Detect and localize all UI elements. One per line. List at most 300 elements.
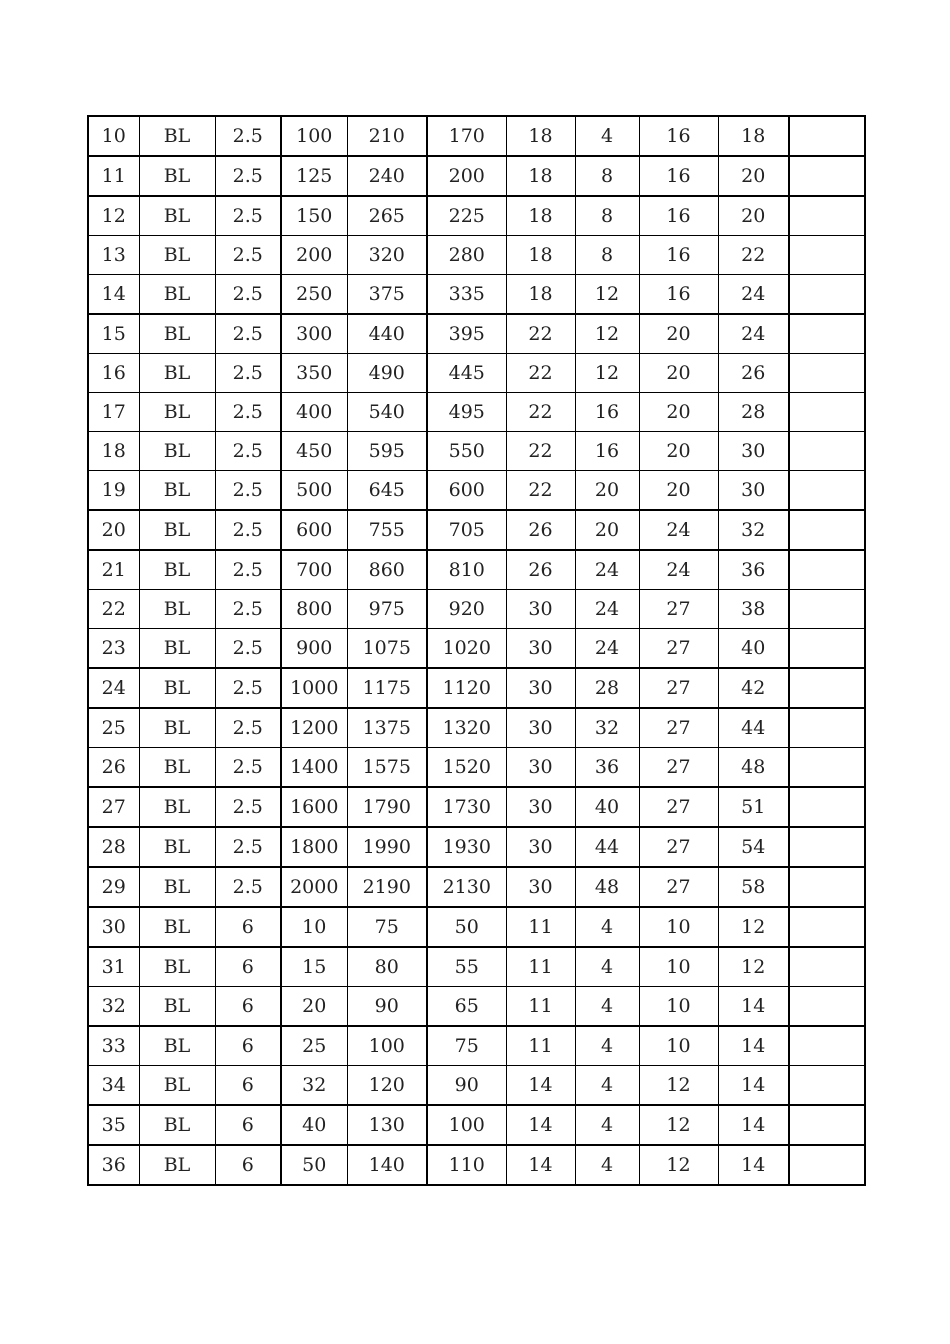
cell-thickness: 44 (718, 708, 789, 748)
table-row (88, 629, 865, 669)
cell-row-number: 23 (88, 629, 139, 669)
cell-outer-diameter: 1075 (347, 629, 427, 669)
cell-type-code: BL (139, 510, 215, 550)
table-row (88, 1105, 865, 1145)
cell-bolt-size: 20 (639, 471, 718, 511)
cell-bolt-circle: 335 (427, 275, 506, 315)
cell-outer-diameter: 375 (347, 275, 427, 315)
cell-type-code: BL (139, 987, 215, 1027)
cell-thickness: 20 (718, 156, 789, 196)
cell-pressure: 6 (215, 1026, 281, 1066)
cell-bolt-size: 16 (639, 156, 718, 196)
cell-bolt-count: 36 (575, 748, 639, 788)
cell-row-number: 34 (88, 1066, 139, 1106)
cell-bolt-hole: 11 (506, 987, 575, 1027)
cell-pressure: 2.5 (215, 432, 281, 471)
cell-bolt-hole: 22 (506, 471, 575, 511)
cell-type-code: BL (139, 550, 215, 590)
cell-remarks (789, 432, 865, 471)
cell-bolt-circle: 1730 (427, 787, 506, 827)
cell-row-number: 28 (88, 827, 139, 867)
cell-row-number: 25 (88, 708, 139, 748)
cell-bolt-size: 27 (639, 668, 718, 708)
cell-remarks (789, 867, 865, 907)
cell-thickness: 14 (718, 1066, 789, 1106)
table-row (88, 510, 865, 550)
table-row (88, 393, 865, 432)
table-row (88, 867, 865, 907)
table-row (88, 1066, 865, 1106)
cell-outer-diameter: 1375 (347, 708, 427, 748)
cell-bolt-count: 4 (575, 907, 639, 947)
cell-thickness: 12 (718, 907, 789, 947)
cell-bolt-count: 48 (575, 867, 639, 907)
cell-bolt-size: 27 (639, 708, 718, 748)
table-row (88, 275, 865, 315)
cell-bolt-size: 20 (639, 314, 718, 354)
table-row (88, 787, 865, 827)
cell-bolt-count: 4 (575, 987, 639, 1027)
table-row (88, 1026, 865, 1066)
cell-bolt-count: 4 (575, 1145, 639, 1185)
table-row (88, 907, 865, 947)
cell-pressure: 2.5 (215, 748, 281, 788)
cell-outer-diameter: 490 (347, 354, 427, 393)
cell-row-number: 24 (88, 668, 139, 708)
cell-bolt-count: 24 (575, 590, 639, 629)
cell-thickness: 40 (718, 629, 789, 669)
cell-outer-diameter: 140 (347, 1145, 427, 1185)
cell-type-code: BL (139, 393, 215, 432)
cell-nominal-diameter: 900 (281, 629, 347, 669)
cell-row-number: 35 (88, 1105, 139, 1145)
cell-nominal-diameter: 40 (281, 1105, 347, 1145)
cell-bolt-size: 12 (639, 1066, 718, 1106)
cell-bolt-circle: 2130 (427, 867, 506, 907)
cell-bolt-count: 4 (575, 116, 639, 156)
cell-type-code: BL (139, 314, 215, 354)
cell-remarks (789, 827, 865, 867)
cell-bolt-circle: 90 (427, 1066, 506, 1106)
cell-remarks (789, 1145, 865, 1185)
cell-bolt-size: 10 (639, 907, 718, 947)
cell-bolt-hole: 22 (506, 432, 575, 471)
cell-type-code: BL (139, 471, 215, 511)
cell-remarks (789, 907, 865, 947)
cell-pressure: 2.5 (215, 354, 281, 393)
cell-bolt-hole: 22 (506, 393, 575, 432)
cell-outer-diameter: 860 (347, 550, 427, 590)
table-row (88, 1145, 865, 1185)
cell-outer-diameter: 2190 (347, 867, 427, 907)
cell-type-code: BL (139, 947, 215, 987)
cell-type-code: BL (139, 354, 215, 393)
cell-thickness: 14 (718, 1145, 789, 1185)
cell-bolt-hole: 26 (506, 550, 575, 590)
cell-type-code: BL (139, 275, 215, 315)
cell-bolt-size: 10 (639, 947, 718, 987)
cell-type-code: BL (139, 236, 215, 275)
cell-outer-diameter: 265 (347, 196, 427, 236)
cell-type-code: BL (139, 432, 215, 471)
cell-bolt-hole: 22 (506, 314, 575, 354)
cell-type-code: BL (139, 748, 215, 788)
cell-bolt-count: 8 (575, 236, 639, 275)
cell-bolt-count: 24 (575, 629, 639, 669)
cell-nominal-diameter: 800 (281, 590, 347, 629)
table-row (88, 947, 865, 987)
cell-row-number: 26 (88, 748, 139, 788)
cell-thickness: 20 (718, 196, 789, 236)
cell-remarks (789, 156, 865, 196)
cell-bolt-size: 16 (639, 196, 718, 236)
cell-pressure: 2.5 (215, 590, 281, 629)
cell-bolt-circle: 110 (427, 1145, 506, 1185)
cell-nominal-diameter: 10 (281, 907, 347, 947)
cell-bolt-hole: 30 (506, 668, 575, 708)
cell-type-code: BL (139, 1066, 215, 1106)
cell-bolt-hole: 18 (506, 196, 575, 236)
cell-thickness: 12 (718, 947, 789, 987)
cell-bolt-circle: 1120 (427, 668, 506, 708)
cell-remarks (789, 1066, 865, 1106)
cell-bolt-count: 12 (575, 275, 639, 315)
cell-remarks (789, 393, 865, 432)
cell-outer-diameter: 755 (347, 510, 427, 550)
cell-nominal-diameter: 15 (281, 947, 347, 987)
cell-remarks (789, 947, 865, 987)
cell-row-number: 22 (88, 590, 139, 629)
cell-bolt-count: 8 (575, 196, 639, 236)
cell-pressure: 2.5 (215, 629, 281, 669)
cell-bolt-size: 20 (639, 393, 718, 432)
cell-type-code: BL (139, 787, 215, 827)
cell-row-number: 29 (88, 867, 139, 907)
cell-nominal-diameter: 150 (281, 196, 347, 236)
cell-type-code: BL (139, 668, 215, 708)
cell-bolt-size: 27 (639, 590, 718, 629)
cell-nominal-diameter: 600 (281, 510, 347, 550)
cell-type-code: BL (139, 590, 215, 629)
cell-nominal-diameter: 50 (281, 1145, 347, 1185)
cell-type-code: BL (139, 116, 215, 156)
cell-bolt-hole: 11 (506, 1026, 575, 1066)
cell-remarks (789, 314, 865, 354)
cell-bolt-circle: 1320 (427, 708, 506, 748)
cell-bolt-size: 27 (639, 867, 718, 907)
cell-nominal-diameter: 32 (281, 1066, 347, 1106)
cell-bolt-count: 4 (575, 947, 639, 987)
cell-outer-diameter: 1175 (347, 668, 427, 708)
cell-bolt-hole: 18 (506, 236, 575, 275)
cell-thickness: 24 (718, 314, 789, 354)
cell-outer-diameter: 1790 (347, 787, 427, 827)
cell-pressure: 6 (215, 1066, 281, 1106)
cell-bolt-circle: 75 (427, 1026, 506, 1066)
cell-thickness: 26 (718, 354, 789, 393)
cell-thickness: 14 (718, 987, 789, 1027)
cell-remarks (789, 196, 865, 236)
cell-pressure: 6 (215, 1105, 281, 1145)
cell-bolt-hole: 14 (506, 1066, 575, 1106)
cell-type-code: BL (139, 196, 215, 236)
cell-nominal-diameter: 700 (281, 550, 347, 590)
cell-bolt-circle: 395 (427, 314, 506, 354)
cell-bolt-circle: 600 (427, 471, 506, 511)
cell-bolt-size: 27 (639, 827, 718, 867)
cell-pressure: 6 (215, 987, 281, 1027)
cell-row-number: 12 (88, 196, 139, 236)
cell-nominal-diameter: 400 (281, 393, 347, 432)
cell-outer-diameter: 130 (347, 1105, 427, 1145)
cell-nominal-diameter: 1000 (281, 668, 347, 708)
cell-row-number: 32 (88, 987, 139, 1027)
cell-bolt-count: 12 (575, 354, 639, 393)
table-row (88, 196, 865, 236)
cell-thickness: 30 (718, 471, 789, 511)
cell-bolt-circle: 50 (427, 907, 506, 947)
cell-bolt-circle: 445 (427, 354, 506, 393)
table-row (88, 590, 865, 629)
cell-bolt-size: 27 (639, 787, 718, 827)
table-row (88, 432, 865, 471)
cell-type-code: BL (139, 1145, 215, 1185)
cell-thickness: 58 (718, 867, 789, 907)
cell-remarks (789, 787, 865, 827)
cell-bolt-size: 27 (639, 629, 718, 669)
cell-remarks (789, 116, 865, 156)
cell-thickness: 42 (718, 668, 789, 708)
cell-remarks (789, 510, 865, 550)
cell-thickness: 24 (718, 275, 789, 315)
cell-bolt-circle: 1520 (427, 748, 506, 788)
cell-remarks (789, 748, 865, 788)
cell-bolt-hole: 30 (506, 590, 575, 629)
cell-nominal-diameter: 500 (281, 471, 347, 511)
cell-type-code: BL (139, 827, 215, 867)
cell-pressure: 2.5 (215, 314, 281, 354)
cell-bolt-size: 16 (639, 236, 718, 275)
cell-bolt-circle: 495 (427, 393, 506, 432)
cell-bolt-count: 32 (575, 708, 639, 748)
cell-outer-diameter: 210 (347, 116, 427, 156)
cell-pressure: 2.5 (215, 510, 281, 550)
cell-nominal-diameter: 1600 (281, 787, 347, 827)
table-row (88, 748, 865, 788)
cell-bolt-circle: 225 (427, 196, 506, 236)
cell-nominal-diameter: 125 (281, 156, 347, 196)
cell-bolt-hole: 18 (506, 156, 575, 196)
cell-nominal-diameter: 300 (281, 314, 347, 354)
cell-bolt-size: 20 (639, 354, 718, 393)
cell-outer-diameter: 75 (347, 907, 427, 947)
cell-thickness: 30 (718, 432, 789, 471)
cell-remarks (789, 668, 865, 708)
table-row (88, 827, 865, 867)
cell-bolt-count: 24 (575, 550, 639, 590)
cell-bolt-count: 20 (575, 471, 639, 511)
cell-bolt-hole: 18 (506, 275, 575, 315)
cell-pressure: 2.5 (215, 196, 281, 236)
cell-bolt-hole: 14 (506, 1105, 575, 1145)
cell-type-code: BL (139, 708, 215, 748)
cell-pressure: 6 (215, 1145, 281, 1185)
cell-bolt-circle: 65 (427, 987, 506, 1027)
cell-thickness: 28 (718, 393, 789, 432)
flange-spec-table (87, 115, 866, 1186)
cell-bolt-hole: 30 (506, 708, 575, 748)
cell-remarks (789, 275, 865, 315)
cell-bolt-size: 27 (639, 748, 718, 788)
cell-bolt-count: 8 (575, 156, 639, 196)
cell-nominal-diameter: 450 (281, 432, 347, 471)
cell-thickness: 18 (718, 116, 789, 156)
cell-bolt-size: 24 (639, 550, 718, 590)
cell-remarks (789, 471, 865, 511)
cell-remarks (789, 590, 865, 629)
cell-pressure: 2.5 (215, 275, 281, 315)
cell-pressure: 2.5 (215, 236, 281, 275)
cell-bolt-count: 4 (575, 1066, 639, 1106)
cell-remarks (789, 1105, 865, 1145)
cell-remarks (789, 629, 865, 669)
cell-bolt-hole: 30 (506, 787, 575, 827)
cell-row-number: 17 (88, 393, 139, 432)
cell-thickness: 48 (718, 748, 789, 788)
table-row (88, 156, 865, 196)
cell-pressure: 2.5 (215, 116, 281, 156)
cell-bolt-size: 10 (639, 987, 718, 1027)
cell-bolt-hole: 30 (506, 629, 575, 669)
cell-bolt-size: 16 (639, 275, 718, 315)
cell-bolt-size: 10 (639, 1026, 718, 1066)
cell-bolt-count: 16 (575, 393, 639, 432)
cell-type-code: BL (139, 1026, 215, 1066)
cell-remarks (789, 987, 865, 1027)
cell-nominal-diameter: 1800 (281, 827, 347, 867)
cell-type-code: BL (139, 629, 215, 669)
cell-bolt-hole: 11 (506, 907, 575, 947)
cell-pressure: 2.5 (215, 668, 281, 708)
cell-row-number: 21 (88, 550, 139, 590)
cell-row-number: 30 (88, 907, 139, 947)
cell-row-number: 13 (88, 236, 139, 275)
cell-bolt-hole: 11 (506, 947, 575, 987)
cell-row-number: 27 (88, 787, 139, 827)
cell-type-code: BL (139, 867, 215, 907)
cell-bolt-hole: 30 (506, 867, 575, 907)
cell-bolt-circle: 920 (427, 590, 506, 629)
table-row (88, 708, 865, 748)
table-row (88, 354, 865, 393)
cell-bolt-count: 16 (575, 432, 639, 471)
cell-remarks (789, 550, 865, 590)
cell-thickness: 38 (718, 590, 789, 629)
table-row (88, 314, 865, 354)
table-row (88, 236, 865, 275)
cell-thickness: 14 (718, 1105, 789, 1145)
cell-bolt-count: 44 (575, 827, 639, 867)
cell-thickness: 54 (718, 827, 789, 867)
cell-bolt-size: 16 (639, 116, 718, 156)
cell-row-number: 19 (88, 471, 139, 511)
cell-thickness: 36 (718, 550, 789, 590)
cell-nominal-diameter: 100 (281, 116, 347, 156)
cell-bolt-circle: 100 (427, 1105, 506, 1145)
cell-row-number: 15 (88, 314, 139, 354)
cell-row-number: 11 (88, 156, 139, 196)
cell-bolt-circle: 705 (427, 510, 506, 550)
table-row (88, 471, 865, 511)
cell-outer-diameter: 80 (347, 947, 427, 987)
cell-bolt-size: 12 (639, 1105, 718, 1145)
cell-bolt-circle: 810 (427, 550, 506, 590)
cell-row-number: 36 (88, 1145, 139, 1185)
cell-thickness: 51 (718, 787, 789, 827)
cell-outer-diameter: 100 (347, 1026, 427, 1066)
cell-outer-diameter: 1575 (347, 748, 427, 788)
table-body (88, 116, 865, 1185)
cell-nominal-diameter: 2000 (281, 867, 347, 907)
cell-pressure: 2.5 (215, 156, 281, 196)
cell-outer-diameter: 540 (347, 393, 427, 432)
cell-pressure: 2.5 (215, 393, 281, 432)
cell-bolt-circle: 1020 (427, 629, 506, 669)
cell-bolt-hole: 18 (506, 116, 575, 156)
cell-bolt-size: 24 (639, 510, 718, 550)
cell-pressure: 2.5 (215, 867, 281, 907)
cell-bolt-count: 4 (575, 1105, 639, 1145)
cell-remarks (789, 1026, 865, 1066)
cell-outer-diameter: 120 (347, 1066, 427, 1106)
cell-nominal-diameter: 250 (281, 275, 347, 315)
cell-bolt-count: 12 (575, 314, 639, 354)
cell-pressure: 2.5 (215, 787, 281, 827)
cell-remarks (789, 708, 865, 748)
cell-row-number: 14 (88, 275, 139, 315)
cell-pressure: 2.5 (215, 550, 281, 590)
cell-bolt-circle: 170 (427, 116, 506, 156)
cell-nominal-diameter: 350 (281, 354, 347, 393)
cell-row-number: 16 (88, 354, 139, 393)
cell-type-code: BL (139, 1105, 215, 1145)
cell-bolt-size: 12 (639, 1145, 718, 1185)
cell-pressure: 2.5 (215, 471, 281, 511)
cell-bolt-size: 20 (639, 432, 718, 471)
table-row (88, 987, 865, 1027)
cell-outer-diameter: 240 (347, 156, 427, 196)
cell-outer-diameter: 645 (347, 471, 427, 511)
cell-row-number: 18 (88, 432, 139, 471)
cell-row-number: 31 (88, 947, 139, 987)
cell-bolt-circle: 1930 (427, 827, 506, 867)
cell-bolt-circle: 280 (427, 236, 506, 275)
cell-pressure: 2.5 (215, 827, 281, 867)
cell-pressure: 6 (215, 907, 281, 947)
cell-pressure: 2.5 (215, 708, 281, 748)
cell-remarks (789, 236, 865, 275)
cell-bolt-hole: 14 (506, 1145, 575, 1185)
cell-bolt-count: 4 (575, 1026, 639, 1066)
cell-nominal-diameter: 25 (281, 1026, 347, 1066)
cell-nominal-diameter: 1200 (281, 708, 347, 748)
cell-bolt-hole: 30 (506, 827, 575, 867)
cell-bolt-count: 40 (575, 787, 639, 827)
cell-pressure: 6 (215, 947, 281, 987)
cell-thickness: 14 (718, 1026, 789, 1066)
cell-bolt-circle: 200 (427, 156, 506, 196)
cell-thickness: 22 (718, 236, 789, 275)
